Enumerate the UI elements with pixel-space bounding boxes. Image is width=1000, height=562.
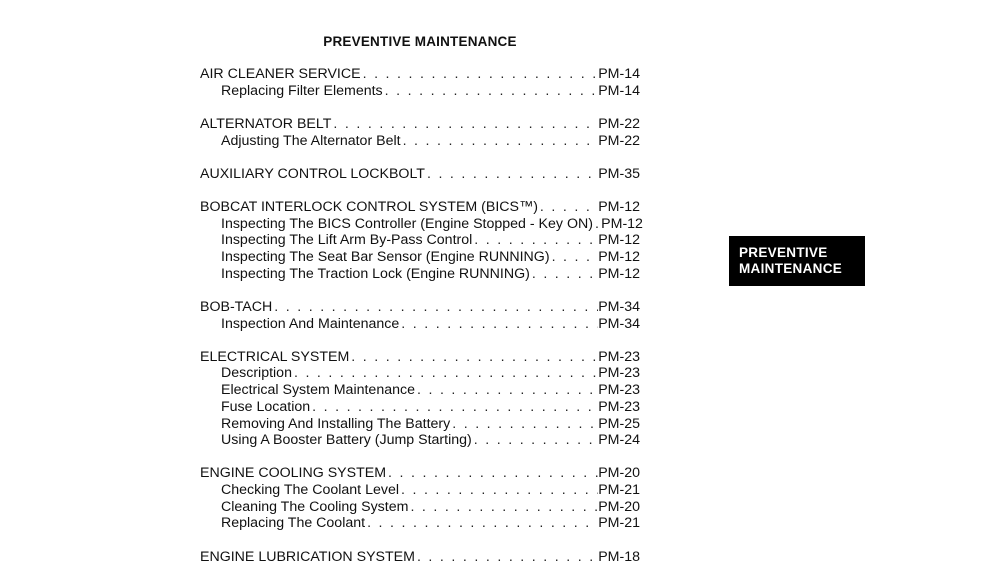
toc-entry-label: Inspecting The Lift Arm By-Pass Control (221, 232, 473, 249)
toc-entry-label: Inspection And Maintenance (221, 315, 400, 332)
toc-entry-label: AUXILIARY CONTROL LOCKBOLT (200, 165, 425, 182)
toc-dot-leader (361, 66, 598, 83)
section-tab-line-1: PREVENTIVE (739, 245, 828, 260)
toc-page-number: PM-35 (598, 165, 640, 182)
toc-dot-leader (349, 349, 598, 366)
toc-page-number: PM-12 (598, 249, 640, 265)
toc-page-number: PM-23 (598, 398, 640, 415)
toc-entry-label: Electrical System Maintenance (221, 382, 415, 399)
toc-section (200, 116, 640, 149)
toc-entry-label: BOBCAT INTERLOCK CONTROL SYSTEM (BICS™) (200, 198, 538, 215)
toc-subentry[interactable] (200, 266, 640, 283)
toc-dot-leader (408, 499, 598, 516)
toc-page-number: PM-12 (598, 232, 640, 249)
toc-page-number: PM-21 (598, 482, 640, 499)
toc-subentry[interactable] (200, 232, 640, 249)
toc-subentry[interactable] (200, 215, 643, 233)
toc-section (200, 465, 640, 532)
toc-subentry[interactable] (200, 432, 640, 449)
toc-heading-entry[interactable] (200, 116, 640, 133)
toc-entry-label: ENGINE LUBRICATION SYSTEM (200, 548, 415, 562)
toc-dot-leader (292, 365, 598, 382)
toc-page-number: PM-12 (601, 215, 643, 232)
toc-subentry[interactable] (200, 499, 640, 516)
toc-entry-label: Using A Booster Battery (Jump Starting) (221, 432, 472, 449)
toc-dot-leader (399, 316, 598, 333)
toc-heading-entry[interactable] (200, 199, 640, 216)
toc-entry-label: BOB-TACH (200, 298, 273, 315)
toc-section (200, 299, 640, 332)
toc-page-number: PM-20 (598, 465, 640, 482)
toc-page-number: PM-12 (598, 198, 640, 215)
toc-dot-leader (383, 83, 598, 100)
toc-entry-label: Replacing Filter Elements (221, 82, 383, 99)
toc-dot-leader (272, 299, 598, 316)
toc-section (200, 549, 640, 562)
toc-page-number: PM-18 (598, 548, 640, 562)
toc-dot-leader (399, 482, 598, 499)
toc-page-number: PM-24 (598, 432, 640, 449)
table-of-contents (200, 66, 643, 562)
toc-subentry[interactable] (200, 399, 640, 416)
toc-entry-label: Cleaning The Cooling System (221, 498, 409, 515)
toc-page-number: PM-23 (598, 348, 640, 365)
toc-dot-leader (415, 382, 598, 399)
toc-dot-leader (331, 116, 598, 133)
toc-page-number: PM-25 (598, 415, 640, 432)
toc-dot-leader (415, 549, 598, 562)
toc-page-number: PM-20 (598, 498, 640, 515)
toc-entry-label: Checking The Coolant Level (221, 482, 399, 499)
toc-subentry[interactable] (200, 365, 640, 382)
toc-subentry[interactable] (200, 382, 640, 399)
toc-subentry[interactable] (200, 515, 640, 532)
toc-entry-label: Description (221, 365, 292, 382)
toc-heading-entry[interactable] (200, 299, 640, 316)
toc-dot-leader (401, 133, 598, 150)
toc-dot-leader (550, 249, 598, 266)
toc-dot-leader (472, 232, 598, 249)
toc-page-number: PM-12 (598, 265, 640, 282)
toc-dot-leader (425, 166, 598, 183)
page-title: PREVENTIVE MAINTENANCE (323, 34, 517, 49)
toc-page-number: PM-34 (598, 315, 640, 332)
toc-page-number: PM-14 (598, 66, 640, 82)
toc-entry-label: AIR CLEANER SERVICE (200, 66, 361, 82)
toc-page-number: PM-22 (598, 132, 640, 149)
toc-page-number: PM-14 (598, 82, 640, 99)
toc-entry-label: Inspecting The Seat Bar Sensor (Engine RUNNING) (221, 249, 550, 265)
toc-dot-leader (365, 515, 598, 532)
toc-subentry[interactable] (200, 316, 640, 333)
toc-subentry[interactable] (200, 249, 640, 266)
toc-section (200, 66, 640, 99)
toc-dot-leader (593, 216, 601, 233)
toc-heading-entry[interactable] (200, 349, 640, 366)
toc-subentry[interactable] (200, 133, 640, 150)
toc-subentry[interactable] (200, 83, 640, 100)
toc-section (200, 166, 640, 183)
section-tab-label (729, 236, 865, 286)
toc-entry-label: Replacing The Coolant (221, 515, 366, 532)
toc-page-number: PM-34 (598, 298, 640, 315)
toc-heading-entry[interactable] (200, 66, 640, 83)
toc-entry-label: Inspecting The Traction Lock (Engine RUNNING) (221, 265, 530, 282)
toc-entry-label: Inspecting The BICS Controller (Engine Stopped - Key ON) (221, 215, 593, 232)
toc-dot-leader (472, 432, 598, 449)
toc-section (200, 198, 643, 282)
toc-page-number: PM-23 (598, 382, 640, 399)
toc-dot-leader (538, 199, 598, 216)
toc-page-number: PM-23 (598, 365, 640, 382)
toc-heading-entry[interactable] (200, 465, 640, 482)
toc-dot-leader (386, 465, 598, 482)
toc-dot-leader (310, 399, 598, 416)
toc-dot-leader (450, 416, 598, 433)
toc-subentry[interactable] (200, 482, 640, 499)
toc-entry-label: Fuse Location (221, 398, 311, 415)
toc-entry-label: ENGINE COOLING SYSTEM (200, 465, 387, 482)
toc-heading-entry[interactable] (200, 166, 640, 183)
toc-dot-leader (530, 266, 598, 283)
toc-heading-entry[interactable] (200, 549, 640, 562)
toc-page-number: PM-22 (598, 115, 640, 132)
toc-page-number: PM-21 (598, 515, 640, 532)
toc-entry-label: ELECTRICAL SYSTEM (200, 348, 350, 365)
toc-section (200, 349, 640, 449)
toc-entry-label: Adjusting The Alternator Belt (221, 132, 401, 149)
toc-entry-label: Removing And Installing The Battery (221, 415, 451, 432)
section-tab-line-2: MAINTENANCE (739, 261, 843, 276)
toc-subentry[interactable] (200, 416, 640, 433)
toc-entry-label: ALTERNATOR BELT (200, 115, 332, 132)
